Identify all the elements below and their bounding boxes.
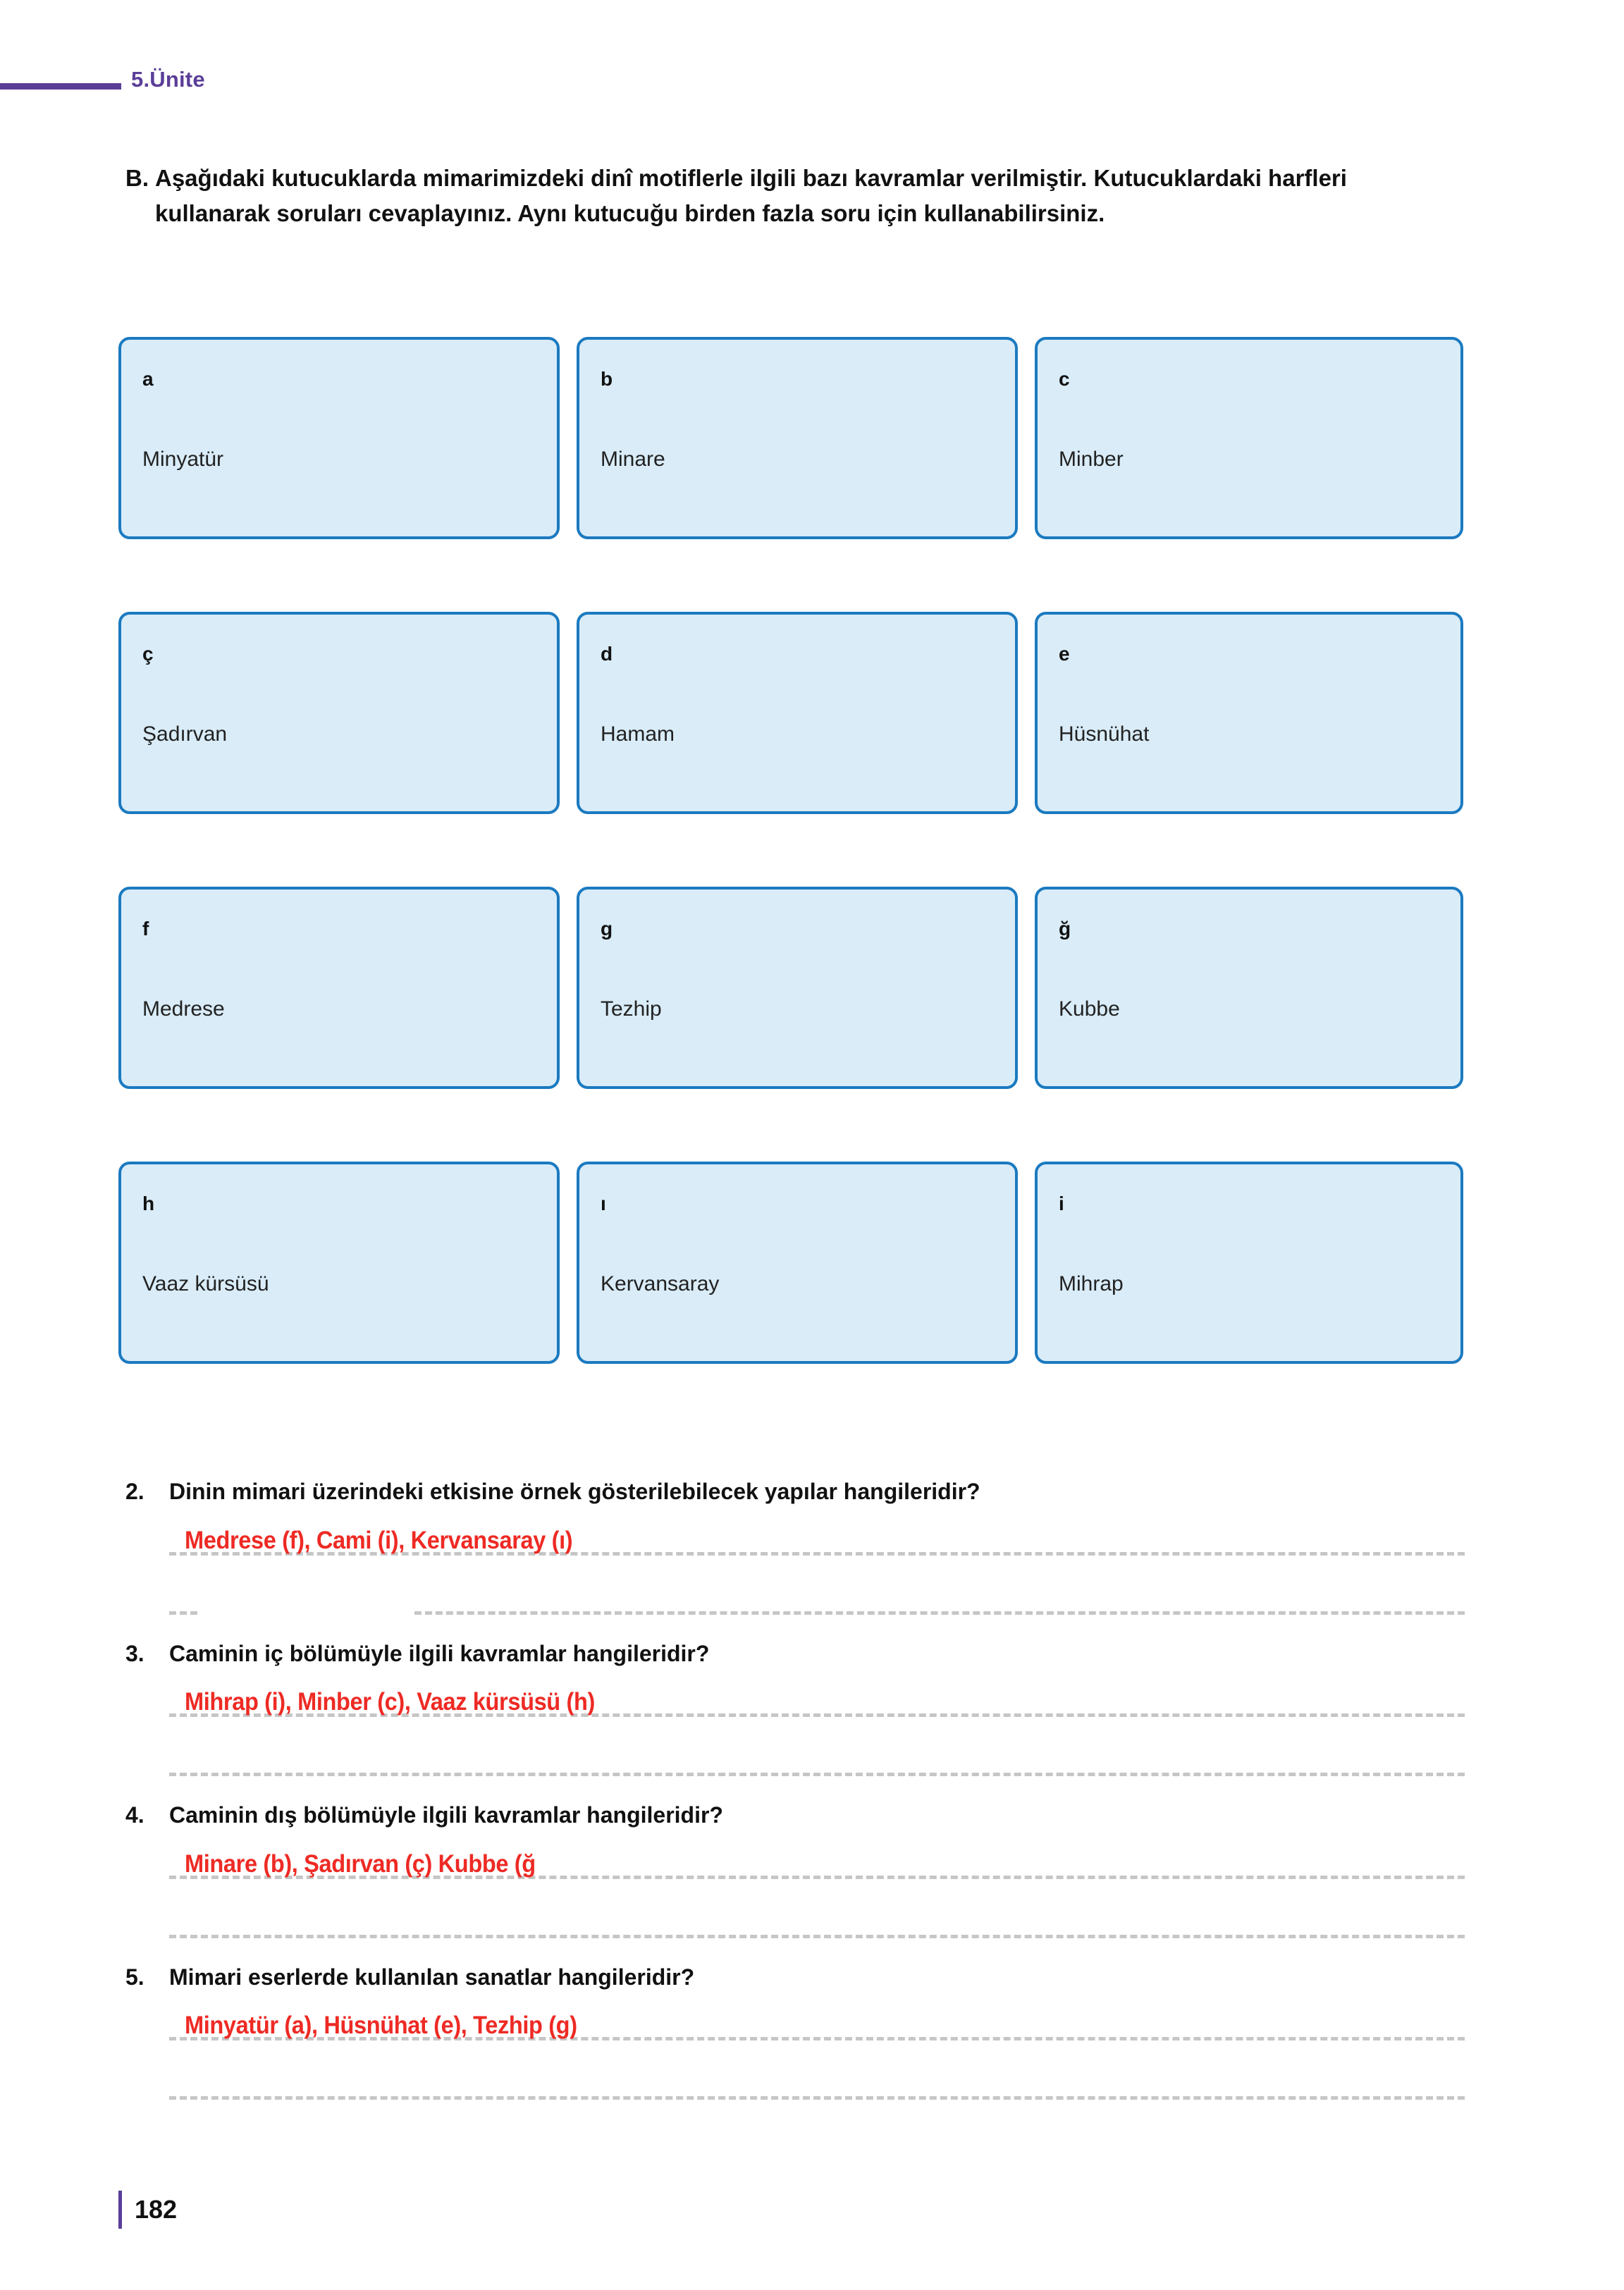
concept-card-grid (118, 337, 1463, 1364)
card-term: Hüsnühat (1059, 722, 1150, 746)
concept-card-dotless-i[interactable] (577, 1162, 1018, 1364)
card-letter: f (142, 918, 149, 940)
unit-label: 5.Ünite (131, 66, 205, 92)
card-row (118, 1162, 1463, 1364)
answer-rule (169, 1935, 1465, 1938)
concept-card-f[interactable] (118, 887, 560, 1089)
question-list (125, 1477, 1465, 2124)
card-term: Medrese (142, 997, 225, 1021)
question-4 (125, 1801, 1465, 1947)
card-term: Mihrap (1059, 1272, 1124, 1295)
question-number: 2. (125, 1479, 144, 1504)
card-term: Minber (1059, 448, 1124, 471)
concept-card-e[interactable] (1035, 612, 1463, 814)
instruction-text: Aşağıdaki kutucuklarda mimarimizdeki dinî motiflerle ilgili bazı kavramlar verilmiştir. Kutucuklardaki harfleri kullanarak soruları cevaplayınız. Aynı kutucuğu birden fazla soru için kullanabilirsiniz. (155, 165, 1347, 227)
question-text: Dinin mimari üzerindeki etkisine örnek gösterilebilecek yapılar hangileridir? (169, 1479, 980, 1504)
question-heading (125, 1639, 1465, 1669)
concept-card-b[interactable] (577, 337, 1018, 539)
page-footer (118, 2191, 177, 2229)
card-letter: h (142, 1193, 155, 1214)
answer-rule (169, 1773, 1465, 1776)
answer-rule (169, 2096, 1465, 2100)
concept-card-c[interactable] (1035, 337, 1463, 539)
concept-card-g-breve[interactable] (1035, 887, 1463, 1089)
card-letter: d (601, 643, 613, 665)
card-letter: c (1059, 368, 1070, 390)
page-header (0, 65, 1624, 107)
instruction-letter: B. (125, 165, 149, 191)
question-text: Caminin dış bölümüyle ilgili kavramlar hangileridir? (169, 1802, 723, 1828)
concept-card-d[interactable] (577, 612, 1018, 814)
card-term: Minyatür (142, 448, 224, 471)
answer-rule (169, 1611, 197, 1615)
card-term: Vaaz kürsüsü (142, 1272, 269, 1295)
answer-area[interactable] (169, 1843, 1465, 1947)
answer-area[interactable] (169, 1681, 1465, 1785)
answer-rule (414, 1611, 1465, 1615)
card-letter: ğ (1059, 918, 1071, 940)
question-number: 5. (125, 1964, 144, 1990)
question-5 (125, 1963, 1465, 2110)
concept-card-a[interactable] (118, 337, 560, 539)
concept-card-h[interactable] (118, 1162, 560, 1364)
question-2 (125, 1477, 1465, 1624)
question-number: 3. (125, 1640, 144, 1666)
concept-card-i[interactable] (1035, 1162, 1463, 1364)
answer-text: Medrese (f), Cami (i), Kervansaray (ı) (185, 1526, 573, 1554)
card-term: Tezhip (601, 997, 662, 1021)
question-text: Mimari eserlerde kullanılan sanatlar hangileridir? (169, 1964, 695, 1990)
instruction-block (125, 161, 1465, 231)
card-letter: a (142, 368, 154, 390)
card-term: Kervansaray (601, 1272, 720, 1295)
question-3 (125, 1639, 1465, 1786)
question-heading (125, 1477, 1465, 1507)
question-heading (125, 1801, 1465, 1830)
answer-text: Minare (b), Şadırvan (ç) Kubbe (ğ (185, 1849, 536, 1878)
card-term: Şadırvan (142, 722, 228, 746)
answer-area[interactable] (169, 2005, 1465, 2109)
answer-text: Minyatür (a), Hüsnühat (e), Tezhip (g) (185, 2012, 577, 2040)
card-term: Minare (601, 448, 665, 471)
concept-card-c-cedilla[interactable] (118, 612, 560, 814)
footer-rule (118, 2191, 122, 2229)
card-letter: b (601, 368, 613, 390)
header-rule (0, 83, 121, 90)
card-letter: ı (601, 1193, 606, 1214)
page-number: 182 (135, 2195, 178, 2224)
answer-text: Mihrap (i), Minber (c), Vaaz kürsüsü (h) (185, 1688, 595, 1716)
question-text: Caminin iç bölümüyle ilgili kavramlar hangileridir? (169, 1640, 710, 1666)
card-letter: g (601, 918, 613, 940)
card-term: Hamam (601, 722, 675, 746)
question-heading (125, 1963, 1465, 1993)
card-row (118, 887, 1463, 1089)
concept-card-g[interactable] (577, 887, 1018, 1089)
card-letter: e (1059, 643, 1070, 665)
card-row (118, 337, 1463, 539)
card-term: Kubbe (1059, 997, 1120, 1021)
answer-area[interactable] (169, 1520, 1465, 1624)
card-letter: ç (142, 643, 154, 665)
question-number: 4. (125, 1802, 144, 1828)
card-letter: i (1059, 1193, 1064, 1214)
card-row (118, 612, 1463, 814)
